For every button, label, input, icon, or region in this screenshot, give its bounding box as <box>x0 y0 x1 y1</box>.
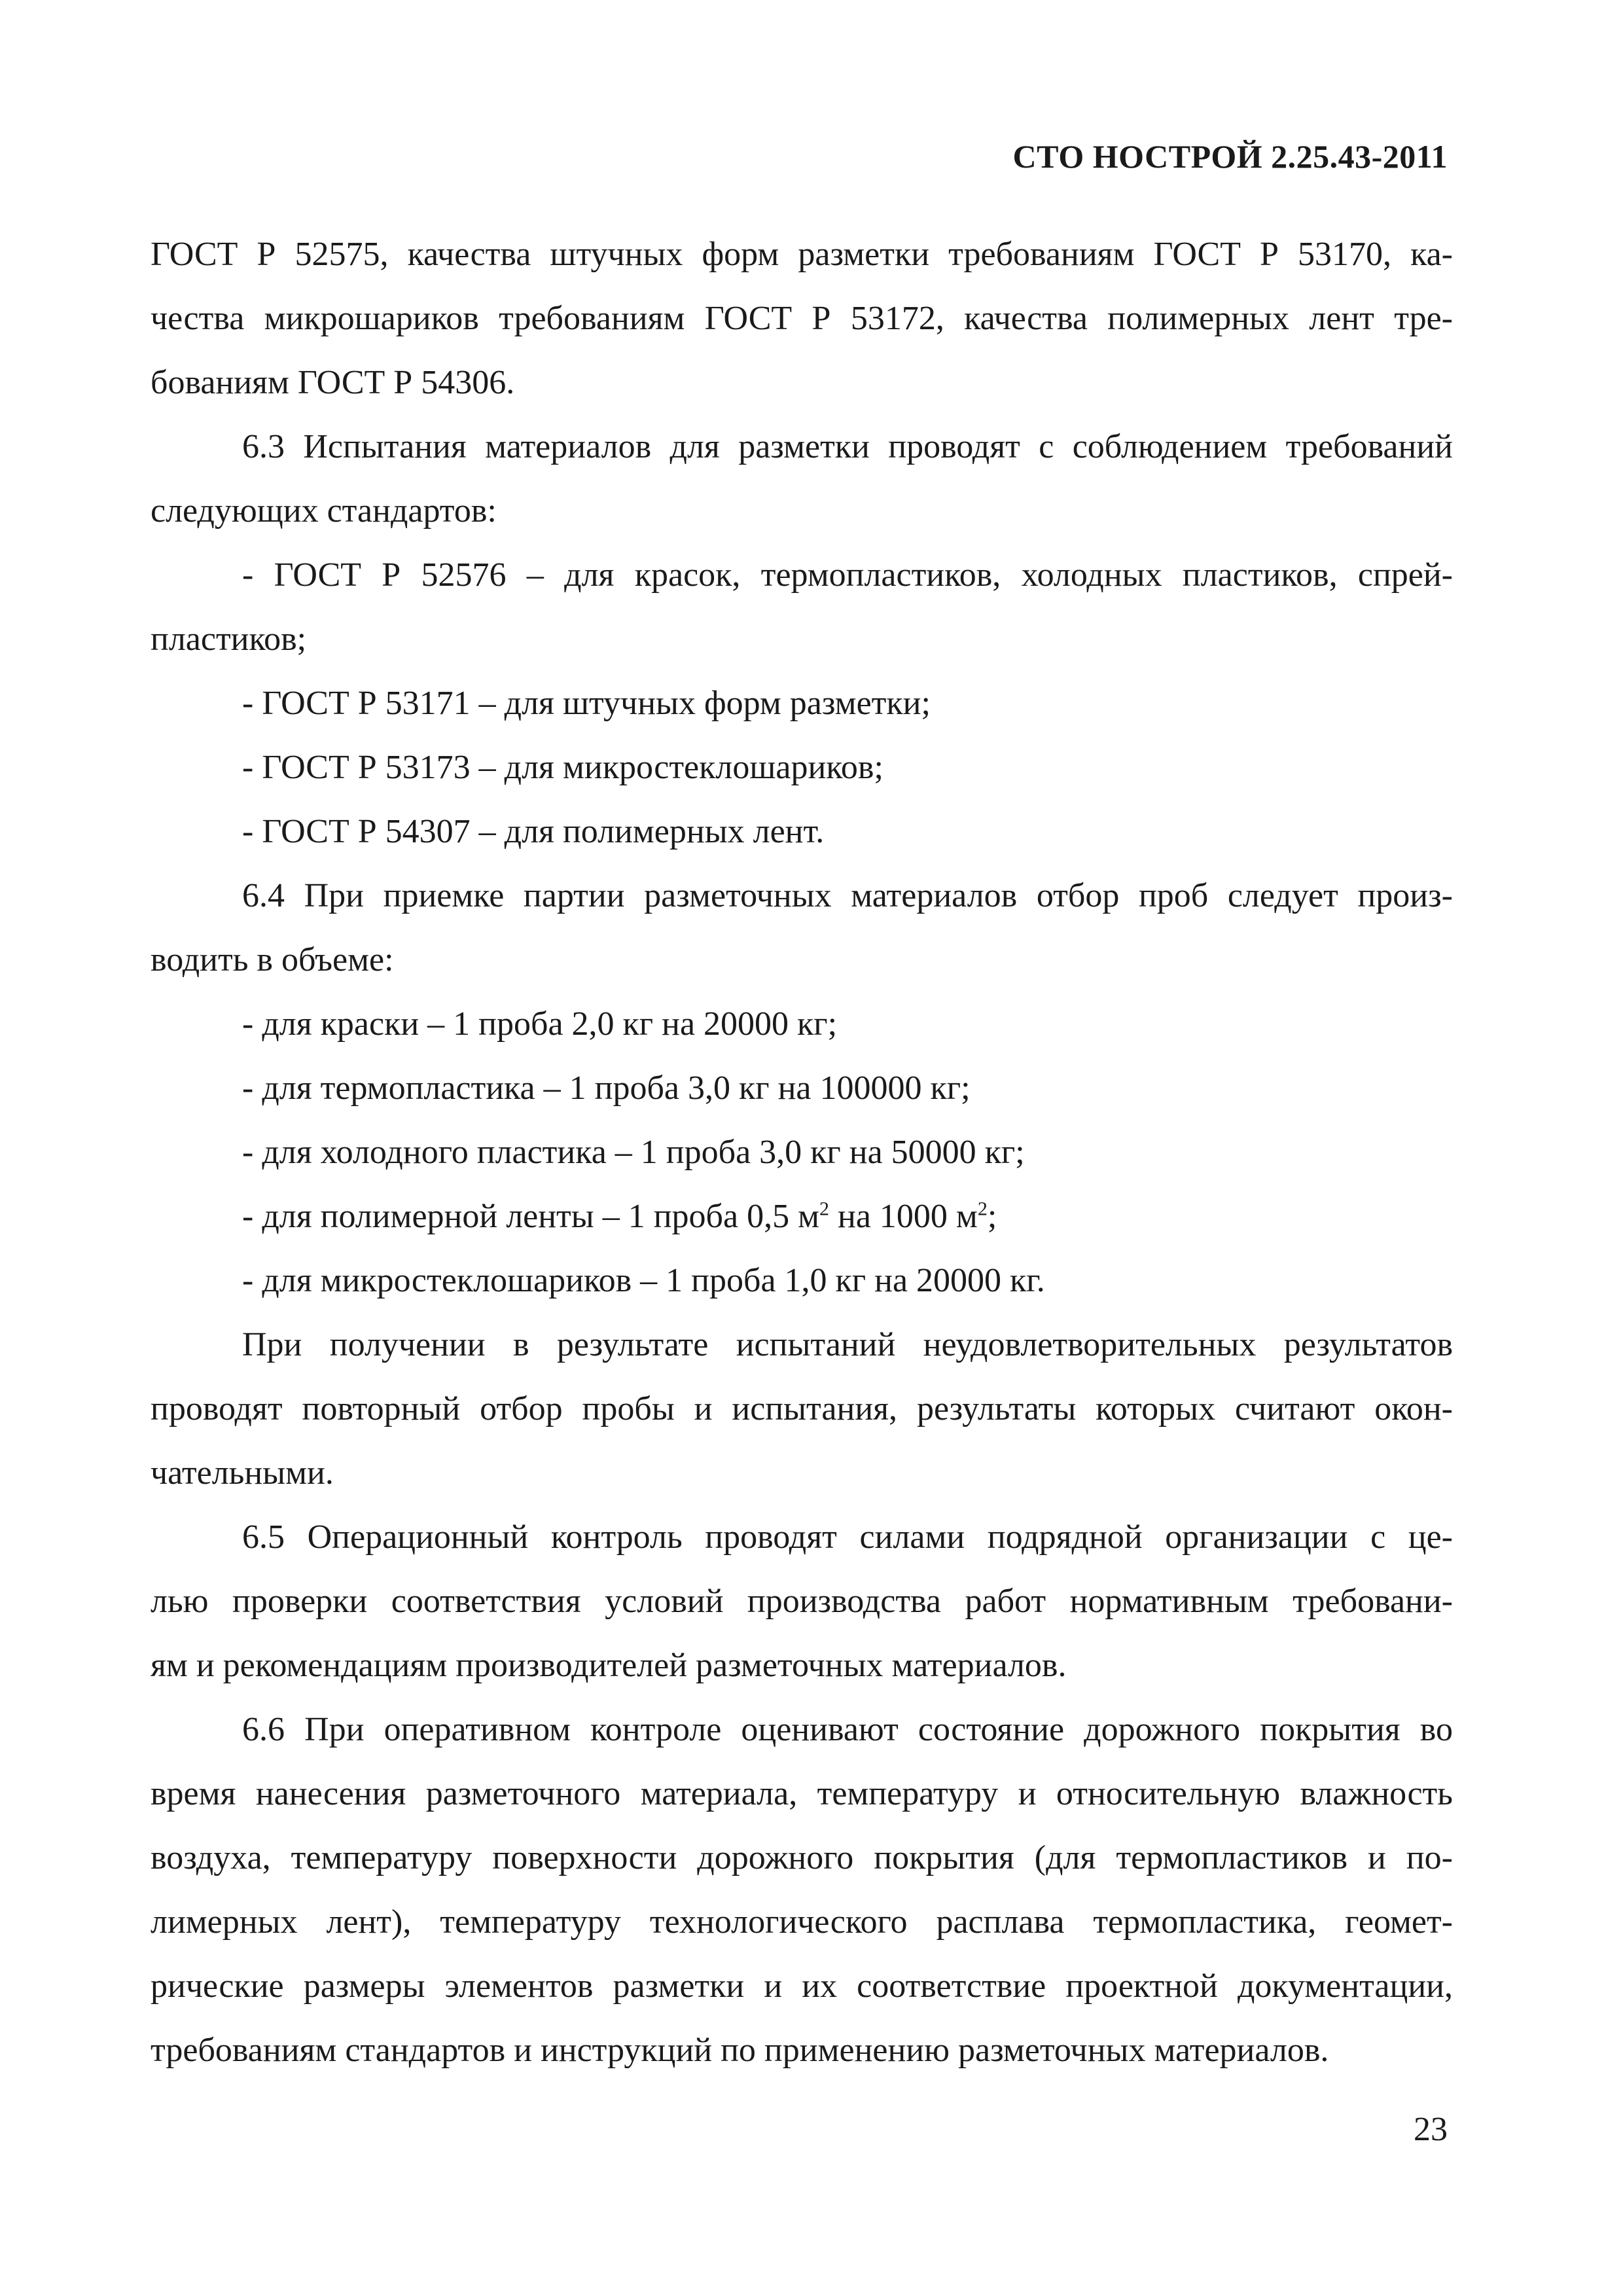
text-segment: - для полимерной ленты – 1 проба 0,5 м <box>242 1198 819 1235</box>
text-line: - для термопластика – 1 проба 3,0 кг на 100000 кг; <box>242 1069 971 1107</box>
text-line: - для холодного пластика – 1 проба 3,0 кг на 50000 кг; <box>242 1134 1025 1171</box>
text-line: - ГОСТ Р 53173 – для микростеклошариков; <box>242 749 883 786</box>
text-line <box>151 1185 1453 1249</box>
text-line: пластиков; <box>151 620 307 658</box>
text-line: водить в объеме: <box>151 941 394 978</box>
superscript: 2 <box>819 1198 829 1220</box>
text-line: - ГОСТ Р 54307 – для полимерных лент. <box>242 813 825 850</box>
text-line: - ГОСТ Р 53171 – для штучных форм разметки; <box>242 685 931 722</box>
text-line: требованиям стандартов и инструкций по применению разметочных материалов. <box>151 2032 1329 2069</box>
superscript: 2 <box>977 1198 988 1220</box>
text-line: воздуха, температуру поверхности дорожного покрытия (для термопластиков и по- <box>151 1839 1453 1876</box>
text-segment: на 1000 м <box>829 1198 978 1235</box>
text-line: ГОСТ Р 52575, качества штучных форм разметки требованиям ГОСТ Р 53170, ка- <box>151 236 1453 273</box>
text-line: чательными. <box>151 1454 334 1492</box>
page-number: 23 <box>1414 2111 1448 2148</box>
text-line: время нанесения разметочного материала, температуру и относительную влажность <box>151 1775 1453 1812</box>
text-line: 6.3 Испытания материалов для разметки проводят с соблюдением требований <box>242 428 1453 465</box>
text-line: - для краски – 1 проба 2,0 кг на 20000 кг; <box>242 1005 838 1043</box>
text-line: проводят повторный отбор пробы и испытания, результаты которых считают окон- <box>151 1390 1453 1427</box>
text-line: лимерных лент), температуру технологического расплава термопластика, геомет- <box>151 1903 1453 1941</box>
document-code-header: СТО НОСТРОЙ 2.25.43-2011 <box>1012 138 1448 175</box>
text-line: 6.4 При приемке партии разметочных материалов отбор проб следует произ- <box>242 877 1453 914</box>
text-line: следующих стандартов: <box>151 492 497 529</box>
text-line: чества микрошариков требованиям ГОСТ Р 53172, качества полимерных лент тре- <box>151 300 1453 337</box>
body-text <box>151 223 1453 2083</box>
text-line: рические размеры элементов разметки и их соответствие проектной документации, <box>151 1967 1453 2005</box>
text-line: 6.6 При оперативном контроле оценивают состояние дорожного покрытия во <box>242 1711 1453 1748</box>
text-line: 6.5 Операционный контроль проводят силами подрядной организации с це- <box>242 1518 1453 1556</box>
text-line: - ГОСТ Р 52576 – для красок, термопластиков, холодных пластиков, спрей- <box>242 556 1453 594</box>
text-line: При получении в результате испытаний неудовлетворительных результатов <box>242 1326 1453 1363</box>
text-segment: ; <box>987 1198 997 1235</box>
text-line: бованиям ГОСТ Р 54306. <box>151 364 515 401</box>
text-line: ям и рекомендациям производителей разметочных материалов. <box>151 1647 1067 1684</box>
text-line: - для микростеклошариков – 1 проба 1,0 кг на 20000 кг. <box>242 1262 1045 1299</box>
text-line: лью проверки соответствия условий производства работ нормативным требовани- <box>151 1583 1453 1620</box>
